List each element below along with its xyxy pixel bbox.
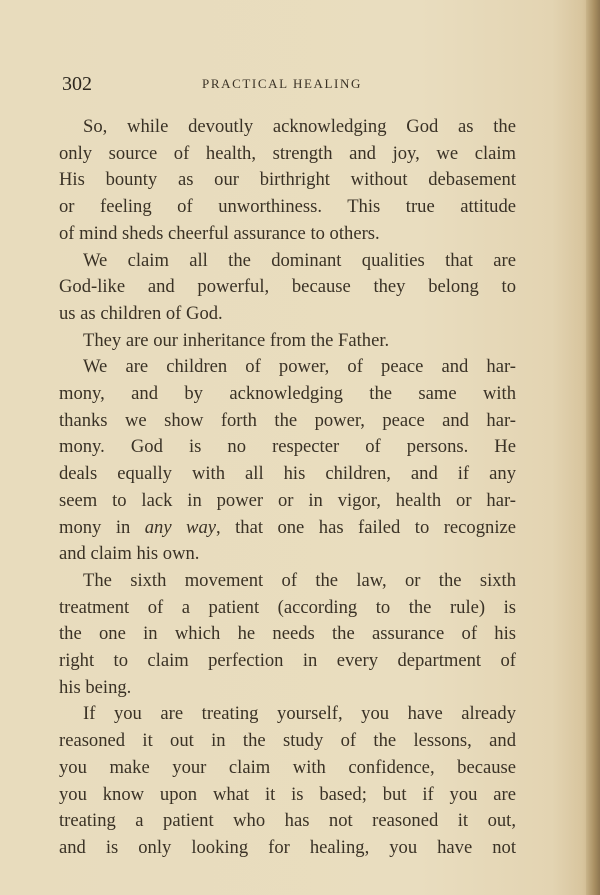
text-line: seem to lack in power or in vigor, health or har-: [59, 489, 516, 511]
text-segment: mony in: [59, 516, 145, 538]
text-line: deals equally with all his children, and if any: [59, 463, 516, 485]
text-line: They are our inheritance from the Father.: [83, 329, 390, 351]
page-number: 302: [62, 73, 92, 95]
italic-emphasis: any way: [144, 516, 217, 538]
text-line: the one in which he needs the assurance of his: [59, 623, 516, 645]
paragraph-2: [59, 248, 516, 328]
text-line: mony, and by acknowledging the same with: [59, 383, 516, 405]
page-header: [62, 73, 522, 95]
body-text: [59, 114, 516, 862]
text-line: mony. God is no respecter of persons. He: [59, 436, 516, 458]
text-line: you make your claim with confidence, because: [59, 756, 516, 778]
page-edge: [586, 0, 600, 895]
text-line: of mind sheds cheerful assurance to others.: [59, 222, 380, 244]
text-line: So, while devoutly acknowledging God as the: [83, 116, 516, 137]
text-line: treating a patient who has not reasoned it out,: [59, 810, 516, 832]
text-line: and is only looking for healing, you have not: [59, 836, 516, 858]
paragraph-4: [59, 354, 516, 568]
paragraph-5: [59, 568, 516, 702]
paragraph-3: [59, 328, 516, 355]
running-head: PRACTICAL HEALING: [202, 76, 362, 91]
paragraph-6: [59, 701, 516, 861]
text-line: The sixth movement of the law, or the sixth: [83, 569, 516, 591]
text-line: us as children of God.: [59, 302, 223, 324]
text-line: or feeling of unworthiness. This true attitude: [59, 196, 516, 218]
text-line: and claim his own.: [59, 543, 200, 565]
text-line: God-like and powerful, because they belong to: [59, 276, 516, 298]
text-line: only source of health, strength and joy, we claim: [59, 142, 516, 164]
text-line: His bounty as our birthright without debasement: [59, 169, 516, 191]
text-line: If you are treating yourself, you have already: [83, 703, 516, 725]
text-line: treatment of a patient (according to the rule) is: [59, 596, 516, 618]
text-line: right to claim perfection in every department of: [59, 650, 516, 672]
text-line: you know upon what it is based; but if you are: [59, 783, 516, 805]
text-line: We claim all the dominant qualities that are: [83, 249, 516, 271]
text-line: thanks we show forth the power, peace and har-: [59, 409, 516, 431]
text-segment: , that one has failed to recognize: [216, 516, 516, 538]
text-line-italic: [59, 515, 516, 542]
text-line: his being.: [59, 676, 132, 698]
paragraph-1: [59, 114, 516, 248]
text-line: We are children of power, of peace and har-: [83, 356, 516, 378]
text-line: reasoned it out in the study of the lessons, and: [59, 730, 516, 752]
